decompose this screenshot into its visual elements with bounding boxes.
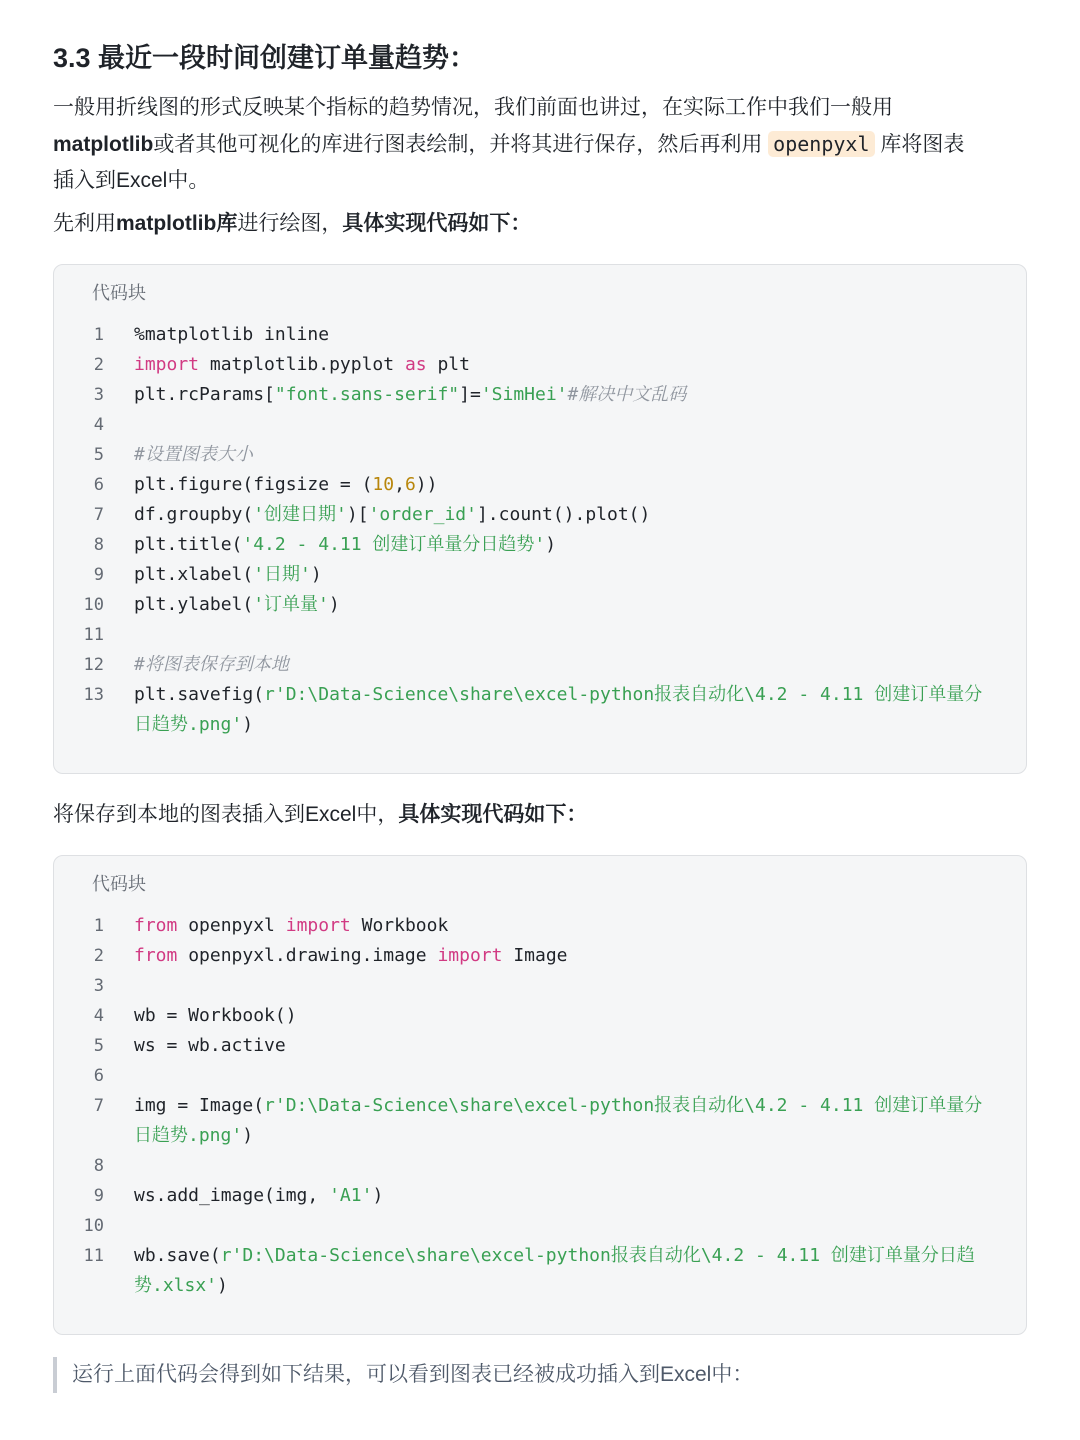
line-number: 12 [83, 655, 104, 675]
code-token: ) [545, 534, 557, 555]
code-line [54, 440, 1026, 470]
draw-text-c: 进行绘图， [237, 212, 343, 235]
code-token-kw: import [134, 354, 200, 375]
code-token: ) [242, 714, 254, 735]
insert-text-bold: 具体实现代码如下： [398, 803, 588, 826]
line-number: 3 [93, 385, 104, 405]
draw-paragraph [53, 206, 1033, 242]
code-text [134, 380, 686, 410]
openpyxl-inline-code: openpyxl [768, 131, 874, 157]
draw-text-a: 先利用 [53, 212, 116, 235]
code-line [54, 350, 1026, 380]
code-token: ) [242, 1125, 254, 1146]
code-token: wb.save( [134, 1245, 221, 1266]
code-token: df.groupby( [134, 504, 254, 525]
code-token-kw: import [437, 945, 503, 966]
result-blockquote: 运行上面代码会得到如下结果，可以看到图表已经被成功插入到Excel中： [53, 1357, 753, 1393]
code-line [54, 470, 1026, 500]
intro-line-2-text: 或者其他可视化的库进行图表绘制，并将其进行保存，然后再利用 [153, 133, 769, 156]
code-token: openpyxl.drawing.image [177, 945, 438, 966]
code-token: plt.title( [134, 534, 243, 555]
code-line [54, 1121, 1026, 1151]
code-token: )) [415, 474, 438, 495]
code-token-str: '创建日期' [253, 504, 347, 525]
code-line [54, 1091, 1026, 1121]
code-text [134, 1181, 383, 1211]
code-text [134, 1271, 228, 1301]
line-number: 10 [83, 1216, 104, 1236]
insert-text-a: 将保存到本地的图表插入到Excel中， [53, 803, 399, 826]
code-line [54, 1031, 1026, 1061]
code-line [54, 911, 1026, 941]
code-token: plt.savefig( [134, 684, 265, 705]
code-token-cm: #将图表保存到本地 [134, 654, 289, 675]
code-token-str: r'D:\Data-Science\share\excel-python报表自动化\4.2 - 4.11 创建订单量分 [264, 1095, 983, 1116]
intro-line-2 [53, 126, 1033, 163]
line-number: 4 [93, 415, 104, 435]
line-number: 11 [83, 625, 104, 645]
code-block-label: 代码块 [92, 874, 146, 894]
code-text [134, 320, 329, 350]
code-block-label: 代码块 [92, 283, 146, 303]
code-token-str: r'D:\Data-Science\share\excel-python报表自动化\4.2 - 4.11 创建订单量分日趋 [220, 1245, 975, 1266]
line-number: 11 [83, 1246, 104, 1266]
code-text [134, 1031, 286, 1061]
intro-line-2-after: 库将图表 [874, 133, 965, 156]
code-text [134, 440, 253, 470]
draw-text-bold-code: 具体实现代码如下： [342, 212, 532, 235]
code-token-cm: #解决中文乱码 [567, 384, 687, 405]
code-text [134, 500, 650, 530]
line-number: 2 [93, 355, 104, 375]
code-line [54, 620, 1026, 650]
code-text [134, 590, 340, 620]
code-line [54, 1241, 1026, 1271]
line-number: 7 [93, 505, 104, 525]
line-number: 4 [93, 1006, 104, 1026]
code-token: matplotlib.pyplot [199, 354, 405, 375]
line-number: 5 [93, 1036, 104, 1056]
code-line [54, 941, 1026, 971]
code-token-str: 日趋势.png' [134, 1125, 243, 1146]
code-text [134, 650, 289, 680]
code-line [54, 1061, 1026, 1091]
code-token-str: '4.2 - 4.11 创建订单量分日趋势' [242, 534, 546, 555]
code-token-str: 'A1' [329, 1185, 373, 1206]
code-text [134, 710, 253, 740]
code-token: ws.add_image(img, [134, 1185, 330, 1206]
line-number: 9 [93, 1186, 104, 1206]
code-token: plt.figure(figsize = ( [134, 474, 373, 495]
code-line [54, 971, 1026, 1001]
code-token: Image [502, 945, 568, 966]
code-token-kw: as [404, 354, 427, 375]
code-text [134, 680, 982, 710]
code-line [54, 1001, 1026, 1031]
code-lines [54, 911, 1026, 1301]
code-token: img = Image( [134, 1095, 265, 1116]
code-token-cm: #设置图表大小 [134, 444, 253, 465]
code-token-str: "font.sans-serif" [274, 384, 460, 405]
line-number: 1 [93, 325, 104, 345]
section-heading: 3.3 最近一段时间创建订单量趋势： [53, 43, 477, 73]
code-token: %matplotlib inline [134, 324, 330, 345]
line-number: 13 [83, 685, 104, 705]
code-token-str: 日趋势.png' [134, 714, 243, 735]
code-line [54, 590, 1026, 620]
code-token: plt [426, 354, 470, 375]
code-text [134, 560, 322, 590]
code-text [134, 530, 556, 560]
intro-line-1: 一般用折线图的形式反映某个指标的趋势情况，我们前面也讲过，在实际工作中我们一般用 [53, 96, 893, 119]
code-token: wb = Workbook() [134, 1005, 297, 1026]
code-token: ) [310, 564, 322, 585]
matplotlib-bold: matplotlib [53, 133, 154, 156]
line-number: 9 [93, 565, 104, 585]
code-token-str: 'order_id' [368, 504, 477, 525]
line-number: 8 [93, 1156, 104, 1176]
intro-paragraph [53, 90, 1033, 199]
code-line [54, 1151, 1026, 1181]
code-line [54, 380, 1026, 410]
code-token: ) [217, 1275, 228, 1296]
code-token: openpyxl [177, 915, 286, 936]
code-block-matplotlib[interactable] [53, 264, 1027, 774]
code-text [134, 350, 470, 380]
code-token-str: '订单量' [253, 594, 329, 615]
code-lines [54, 320, 1026, 740]
code-block-openpyxl[interactable] [53, 855, 1027, 1335]
code-token: plt.ylabel( [134, 594, 254, 615]
code-line [54, 1211, 1026, 1241]
code-text [134, 470, 437, 500]
code-token-kw: from [134, 915, 178, 936]
code-text [134, 1241, 975, 1271]
code-token: )[ [346, 504, 369, 525]
code-token: , [394, 474, 405, 495]
code-text [134, 1001, 297, 1031]
code-line [54, 1271, 1026, 1301]
code-token: ]= [459, 384, 481, 405]
insert-paragraph [53, 797, 1033, 833]
line-number: 5 [93, 445, 104, 465]
code-text [134, 1121, 253, 1151]
code-token: ].count().plot() [476, 504, 651, 525]
code-text [134, 941, 568, 971]
code-token-num: 10 [372, 474, 395, 495]
code-line [54, 560, 1026, 590]
line-number: 10 [83, 595, 104, 615]
code-line [54, 500, 1026, 530]
line-number: 2 [93, 946, 104, 966]
code-text [134, 1091, 982, 1121]
code-token-num: 6 [404, 474, 416, 495]
line-number: 7 [93, 1096, 104, 1116]
code-token: ) [372, 1185, 384, 1206]
code-token: ) [328, 594, 340, 615]
code-token-kw: import [285, 915, 351, 936]
code-token-str: 'SimHei' [480, 384, 568, 405]
code-line [54, 680, 1026, 710]
code-token-str: r'D:\Data-Science\share\excel-python报表自动化\4.2 - 4.11 创建订单量分 [264, 684, 983, 705]
code-token-kw: from [134, 945, 178, 966]
code-token: plt.rcParams[ [134, 384, 275, 405]
code-line [54, 320, 1026, 350]
intro-line-3: 插入到Excel中。 [53, 169, 210, 192]
code-text [134, 911, 448, 941]
line-number: 8 [93, 535, 104, 555]
code-line [54, 530, 1026, 560]
code-token: ws = wb.active [134, 1035, 286, 1056]
code-line [54, 410, 1026, 440]
code-token: plt.xlabel( [134, 564, 254, 585]
line-number: 6 [93, 1066, 104, 1086]
line-number: 1 [93, 916, 104, 936]
code-line [54, 710, 1026, 740]
draw-text-bold-lib: matplotlib库 [116, 212, 238, 235]
code-token: Workbook [350, 915, 449, 936]
line-number: 3 [93, 976, 104, 996]
code-token-str: 势.xlsx' [134, 1275, 218, 1296]
code-token-str: '日期' [253, 564, 311, 585]
code-line [54, 1181, 1026, 1211]
line-number: 6 [93, 475, 104, 495]
code-line [54, 650, 1026, 680]
